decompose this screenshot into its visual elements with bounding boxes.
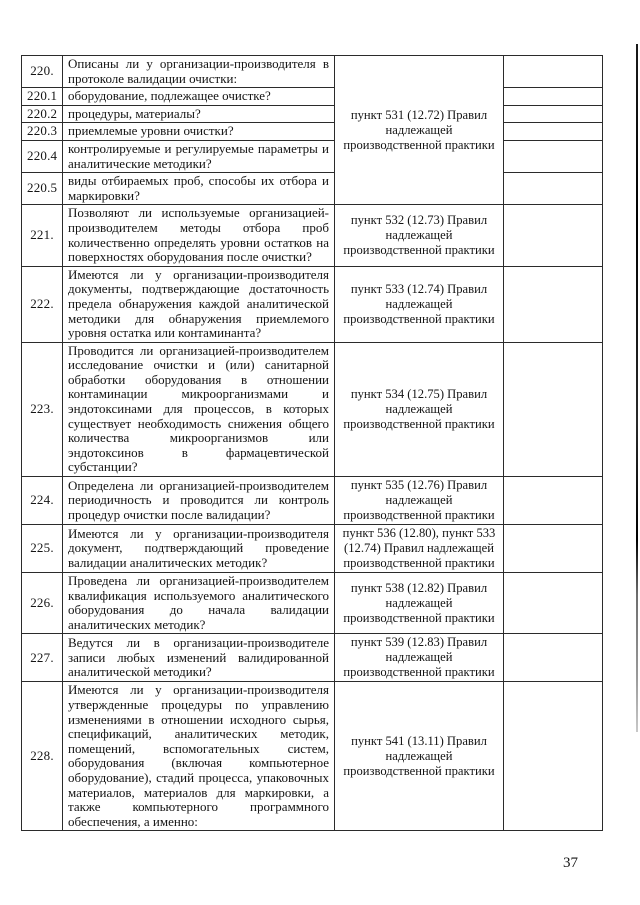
answer-cell [504,105,603,123]
question-cell: приемлемые уровни очистки? [63,123,335,141]
row-number: 225. [22,525,63,573]
table-row [22,477,603,525]
answer-cell [504,56,603,88]
row-number: 226. [22,573,63,634]
question-cell: Определена ли организацией-производителем периодичность и проводится ли контроль процедур очистки после валидации? [63,477,335,525]
row-number: 220. [22,56,63,88]
table-row [22,123,603,141]
answer-cell [504,140,603,172]
answer-cell [504,525,603,573]
table-row [22,173,603,205]
table-row [22,525,603,573]
row-number: 224. [22,477,63,525]
answer-cell [504,573,603,634]
table-row [22,682,603,831]
row-number: 220.2 [22,105,63,123]
table-row [22,266,603,342]
question-cell: контролируемые и регулируемые параметры и аналитические методики? [63,140,335,172]
table-row [22,56,603,88]
table-row [22,573,603,634]
row-number: 223. [22,342,63,476]
reference-cell: пункт 539 (12.83) Правил надлежащей производственной практики [335,634,504,682]
row-number: 222. [22,266,63,342]
answer-cell [504,266,603,342]
row-number: 220.3 [22,123,63,141]
answer-cell [504,634,603,682]
row-number: 221. [22,205,63,266]
table-row [22,105,603,123]
answer-cell [504,682,603,831]
row-number: 227. [22,634,63,682]
reference-cell: пункт 532 (12.73) Правил надлежащей производственной практики [335,205,504,266]
question-cell: процедуры, материалы? [63,105,335,123]
question-cell: Имеются ли у организации-производителя утвержденные процедуры по управлению изменениями в отношении исходного сырья, спецификаций, аналитических методик, помещений, вспомогательных систем, оборудования (включая компьютерное оборудование), стадий процесса, упаковочных материалов, материалов для маркировки, а также компьютерного программного обеспечения, а именно: [63,682,335,831]
row-number: 220.1 [22,88,63,106]
answer-cell [504,477,603,525]
question-cell: виды отбираемых проб, способы их отбора и маркировки? [63,173,335,205]
table-row [22,205,603,266]
answer-cell [504,205,603,266]
question-cell: Ведутся ли в организации-производителе записи любых изменений валидированной аналитической методики? [63,634,335,682]
page-number: 37 [563,855,578,871]
question-cell: Проведена ли организацией-производителем квалификация используемого аналитического оборудования до начала валидации аналитических методик? [63,573,335,634]
reference-cell: пункт 533 (12.74) Правил надлежащей производственной практики [335,266,504,342]
question-cell: Описаны ли у организации-производителя в протоколе валидации очистки: [63,56,335,88]
reference-cell: пункт 535 (12.76) Правил надлежащей производственной практики [335,477,504,525]
answer-cell [504,342,603,476]
checklist-table [21,55,603,831]
reference-cell: пункт 531 (12.72) Правил надлежащей производственной практики [335,56,504,205]
row-number: 220.5 [22,173,63,205]
question-cell: Позволяют ли используемые организацией-производителем методы отбора проб количественно определять уровни остатков на поверхностях оборудования после очистки? [63,205,335,266]
table-row [22,342,603,476]
reference-cell: пункт 536 (12.80), пункт 533 (12.74) Правил надлежащей производственной практики [335,525,504,573]
reference-cell: пункт 534 (12.75) Правил надлежащей производственной практики [335,342,504,476]
question-cell: Проводится ли организацией-производителем исследование очистки и (или) санитарной обработки оборудования в отношении контаминации микроорганизмами и эндотоксинами для процессов, в которых существует необходимость снижения общего количества микроорганизмов или эндотоксинов в фармацевтической субстанции? [63,342,335,476]
row-number: 220.4 [22,140,63,172]
question-cell: Имеются ли у организации-производителя документы, подтверждающие достаточность предела обнаружения каждой аналитической методики для обнаружения приемлемого уровня остатка или контаминанта? [63,266,335,342]
reference-cell: пункт 541 (13.11) Правил надлежащей производственной практики [335,682,504,831]
table-row [22,88,603,106]
table-row [22,140,603,172]
answer-cell [504,173,603,205]
scan-artifact-line [636,44,638,732]
reference-cell: пункт 538 (12.82) Правил надлежащей производственной практики [335,573,504,634]
table-row [22,634,603,682]
row-number: 228. [22,682,63,831]
question-cell: оборудование, подлежащее очистке? [63,88,335,106]
answer-cell [504,123,603,141]
question-cell: Имеются ли у организации-производителя документ, подтверждающий проведение валидации аналитических методик? [63,525,335,573]
answer-cell [504,88,603,106]
